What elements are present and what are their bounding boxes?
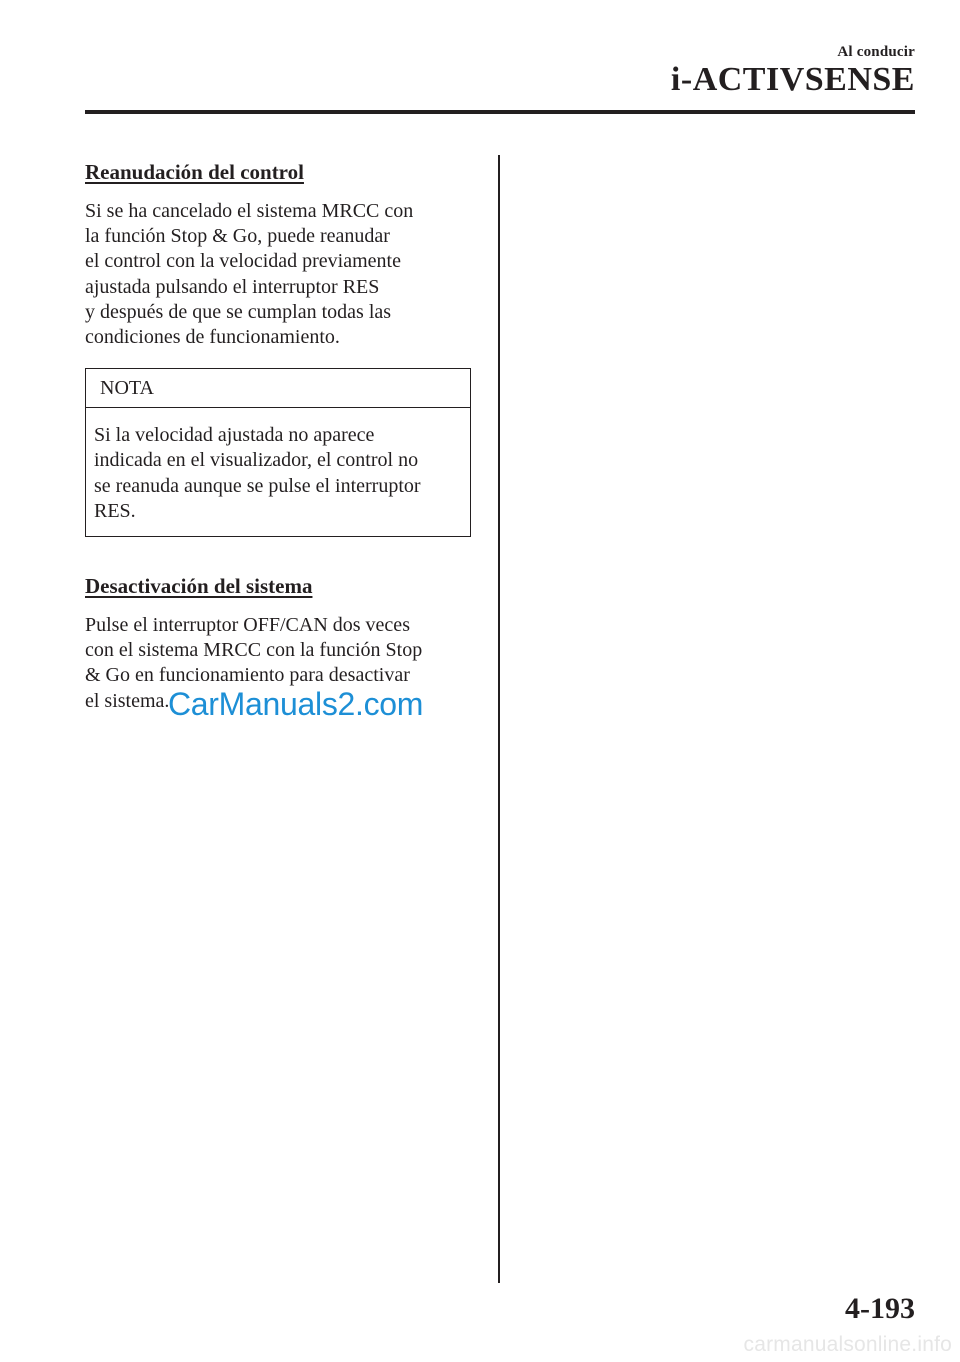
- left-column: [85, 157, 475, 714]
- note-body: [86, 408, 470, 536]
- text-line: y después de que se cumplan todas las: [85, 300, 392, 323]
- text-line: & Go en funcionamiento para desactivar: [85, 664, 410, 687]
- paragraph-reanudacion: [85, 199, 475, 350]
- text-line: la función Stop & Go, puede reanudar: [85, 225, 390, 248]
- chapter-title: i-ACTIVSENSE: [670, 61, 915, 98]
- note-title: NOTA: [86, 369, 470, 408]
- page-number: 4-193: [845, 1292, 915, 1325]
- text-line: Si la velocidad ajustada no aparece: [94, 424, 375, 447]
- heading-reanudacion: Reanudación del control: [85, 160, 304, 184]
- text-line: indicada en el visualizador, el control no: [94, 449, 419, 472]
- text-line: condiciones de funcionamiento.: [85, 326, 340, 349]
- column-divider: [498, 155, 500, 1283]
- watermark: CarManuals2.com: [168, 686, 424, 722]
- text-line: se reanuda aunque se pulse el interruptor: [94, 474, 421, 497]
- text-line: Si se ha cancelado el sistema MRCC con: [85, 200, 414, 222]
- header-rule: [85, 110, 915, 114]
- text-line: ajustada pulsando el interruptor RES: [85, 275, 380, 298]
- footer-link[interactable]: carmanualsonline.info: [743, 1333, 952, 1356]
- text-line: con el sistema MRCC con la función Stop: [85, 639, 423, 662]
- text-line: Pulse el interruptor OFF/CAN dos veces: [85, 614, 410, 637]
- text-line: el sistema.: [85, 689, 170, 712]
- heading-desactivacion: Desactivación del sistema: [85, 574, 313, 599]
- section-label: Al conducir: [837, 44, 915, 60]
- text-line: el control con la velocidad previamente: [85, 250, 401, 273]
- note-box: [85, 368, 471, 537]
- text-line: RES.: [94, 499, 136, 522]
